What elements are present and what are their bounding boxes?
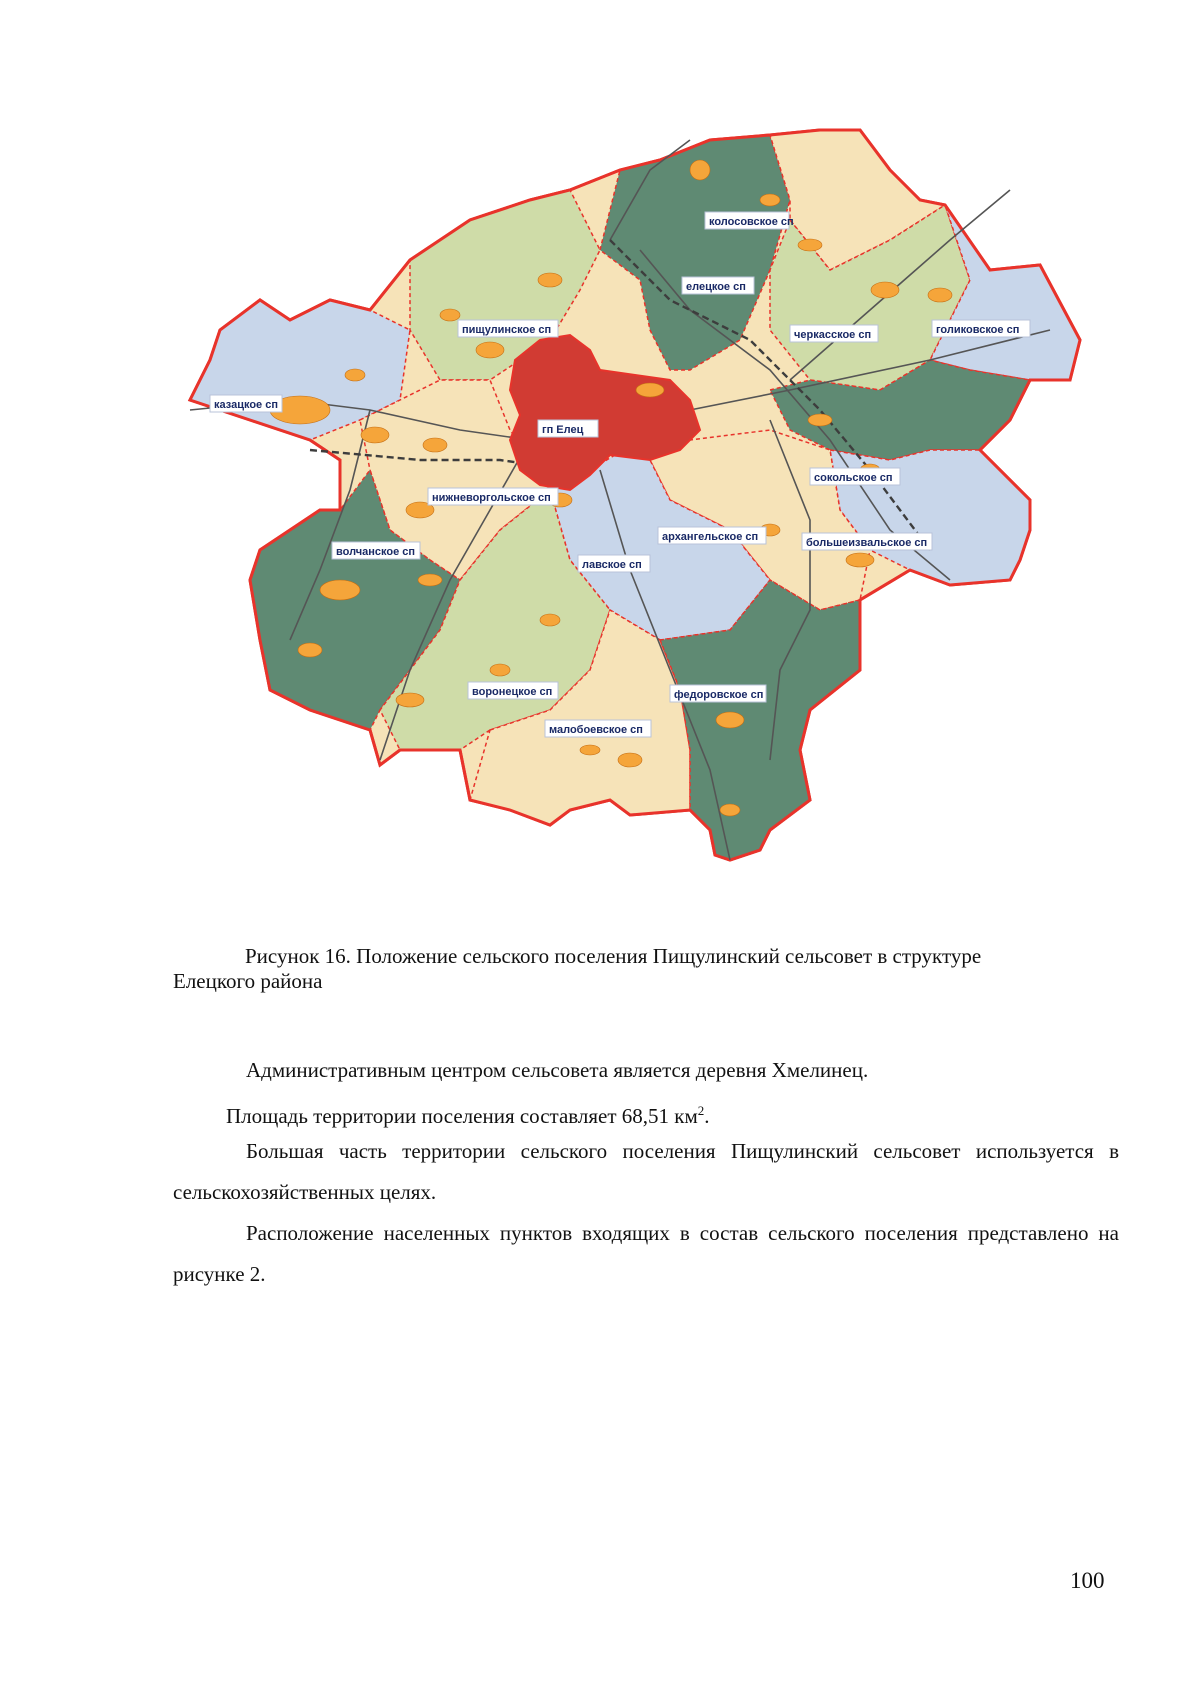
figure-caption <box>173 944 1119 994</box>
label-cherkasskoe <box>790 325 878 342</box>
caption-line-2: Елецкого района <box>173 969 323 993</box>
caption-line-1: Рисунок 16. Положение сельского поселения Пищулинский сельсовет в структуре <box>245 944 982 968</box>
svg-text:голиковское сп: голиковское сп <box>936 324 1020 336</box>
svg-text:елецкое сп: елецкое сп <box>686 281 746 293</box>
svg-text:федоровское сп: федоровское сп <box>674 689 764 701</box>
label-kolosovskoe <box>705 212 794 229</box>
svg-text:пищулинское сп: пищулинское сп <box>462 324 552 336</box>
paragraph-land-use <box>173 1131 1119 1213</box>
svg-text:архангельское сп: архангельское сп <box>662 531 759 543</box>
svg-text:гп Елец: гп Елец <box>542 424 584 436</box>
label-pishchulinskoe <box>458 320 558 337</box>
paragraph-admin-center-text: Административным центром сельсовета является деревня Хмелинец. <box>246 1058 869 1082</box>
label-gp-elets <box>538 420 598 437</box>
label-voronetskoe <box>468 682 558 699</box>
svg-text:большеизвальское сп: большеизвальское сп <box>806 537 928 549</box>
svg-text:сокольское сп: сокольское сп <box>814 472 893 484</box>
area-superscript: 2 <box>697 1103 705 1118</box>
district-map-svg <box>170 110 1160 940</box>
paragraph-area-end: . <box>704 1104 710 1128</box>
label-sokolskoe <box>810 468 900 485</box>
paragraph-land-use-text: Большая часть территории сельского поселения Пищулинский сельсовет используется в сельскохозяйственных целях. <box>173 1139 1119 1204</box>
svg-text:волчанское сп: волчанское сп <box>336 546 416 558</box>
paragraph-area-text: Площадь территории поселения составляет 68,51 км <box>226 1104 698 1128</box>
label-nizhnevorgolskoe <box>428 488 558 505</box>
paragraph-location-text: Расположение населенных пунктов входящих в состав сельского поселения представлено на рисунке 2. <box>173 1221 1119 1286</box>
label-maloboevskoe <box>545 720 651 737</box>
svg-text:воронецкое сп: воронецкое сп <box>472 686 553 698</box>
label-eletskoe <box>682 277 754 294</box>
svg-text:казацкое сп: казацкое сп <box>214 399 278 411</box>
paragraph-location <box>173 1213 1119 1295</box>
label-lavskoe <box>578 555 650 572</box>
svg-text:черкасское сп: черкасское сп <box>794 329 872 341</box>
svg-text:малобоевское сп: малобоевское сп <box>549 724 643 736</box>
district-map <box>170 110 1160 940</box>
label-kazatskoe <box>210 395 282 412</box>
svg-text:лавское сп: лавское сп <box>582 559 642 571</box>
paragraph-area <box>173 1090 1119 1137</box>
page-number: 100 <box>1070 1568 1105 1593</box>
label-bolsheizvalskoe <box>802 533 932 550</box>
label-arkhangelskoe <box>658 527 766 544</box>
label-golikovskoe <box>932 320 1030 337</box>
svg-text:колосовское сп: колосовское сп <box>709 216 794 228</box>
label-fedorovskoe <box>670 685 766 702</box>
label-volchanskoe <box>332 542 420 559</box>
svg-text:нижневоргольское сп: нижневоргольское сп <box>432 492 551 504</box>
paragraph-admin-center <box>173 1050 1119 1091</box>
